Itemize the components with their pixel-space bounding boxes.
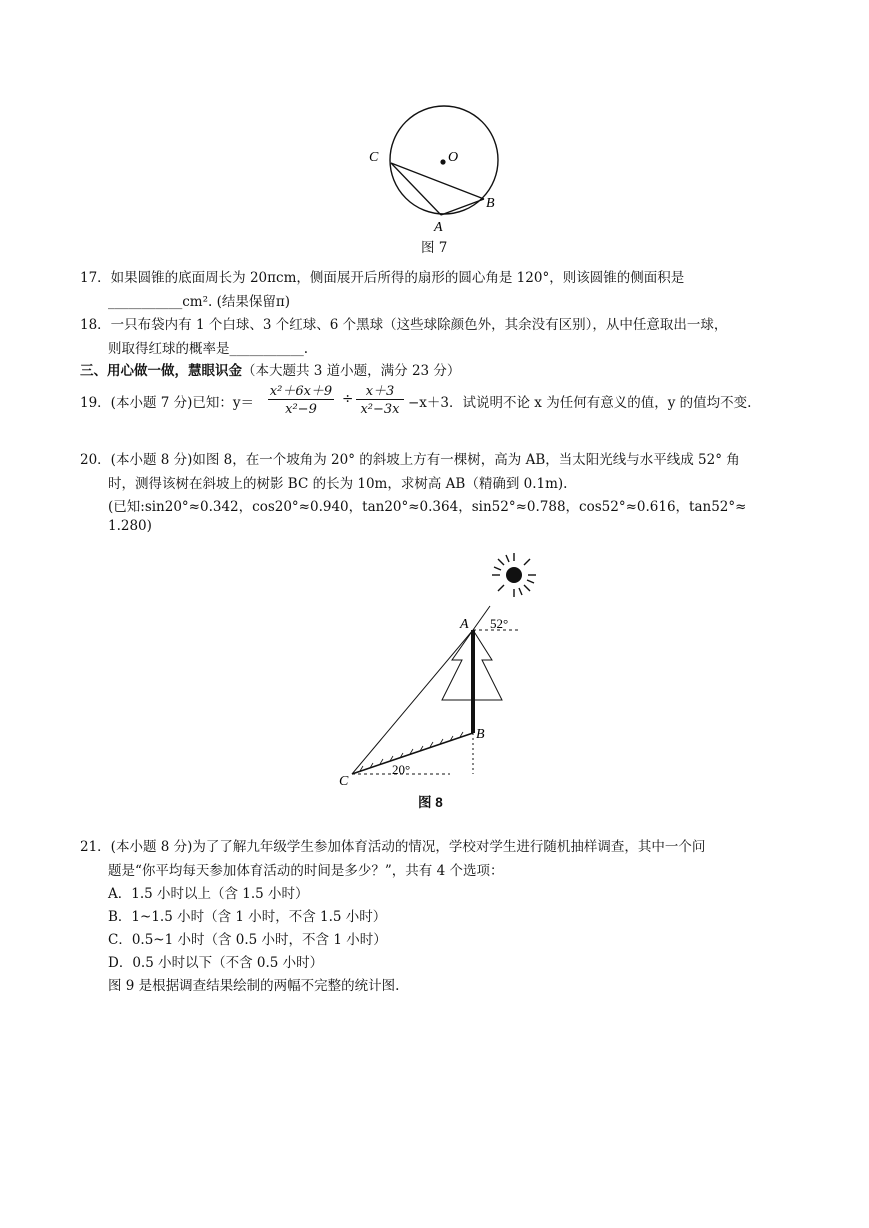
q21-line1: 21．(本小题 8 分)为了了解九年级学生参加体育活动的情况，学校对学生进行随机抽样调查，其中一个问 xyxy=(80,839,706,855)
q19-frac1-bar xyxy=(268,399,334,400)
q21-option-a: A．1.5 小时以上（含 1.5 小时） xyxy=(108,886,309,902)
q20-line2: 时，测得该树在斜坡上的树影 BC 的长为 10m，求树高 AB（精确到 0.1m). xyxy=(108,476,568,492)
figure-7-caption: 图 7 xyxy=(421,240,448,256)
q20-line3: (已知:sin20°≈0.342，cos20°≈0.940，tan20°≈0.364，sin52°≈0.788，cos52°≈0.616，tan52°≈ xyxy=(108,499,747,515)
q21-option-b: B．1~1.5 小时（含 1 小时，不含 1.5 小时） xyxy=(108,909,387,925)
q19-prefix: 19．(本小题 7 分)已知：y＝ xyxy=(80,395,255,411)
q19-divide: ÷ xyxy=(342,391,354,407)
section-3-title: 三、用心做一做，慧眼识金 xyxy=(80,363,242,379)
q21-line2: 题是“你平均每天参加体育活动的时间是多少？”，共有 4 个选项： xyxy=(108,863,504,879)
point-label-b: B xyxy=(476,727,485,742)
q19-suffix: −x＋3．试说明不论 x 为任何有意义的值，y 的值均不变. xyxy=(408,395,752,411)
q20-line4: 1.280) xyxy=(108,518,152,534)
point-label-b: B xyxy=(486,196,495,211)
figure-8-caption: 图 8 xyxy=(418,795,443,810)
q18-line2: 则取得红球的概率是___________. xyxy=(108,341,309,357)
angle-label-20: 20° xyxy=(392,762,411,777)
point-label-c: C xyxy=(339,774,349,789)
circle-diagram xyxy=(360,100,520,235)
section-3-note: （本大题共 3 道小题，满分 23 分） xyxy=(242,363,461,379)
q17-line1: 17．如果圆锥的底面周长为 20πcm，侧面展开后所得的扇形的圆心角是 120°，则该圆锥的侧面积是 xyxy=(80,270,685,286)
tree-slope-diagram xyxy=(330,550,550,795)
section-3-heading xyxy=(80,359,460,379)
point-label-c: C xyxy=(369,150,379,165)
q19-frac2-numerator: x＋3 xyxy=(365,384,395,399)
point-label-a: A xyxy=(460,617,469,632)
q21-option-d: D．0.5 小时以下（不含 0.5 小时） xyxy=(108,955,324,971)
q20-line1: 20．(本小题 8 分)如图 8，在一个坡角为 20° 的斜坡上方有一棵树，高为 AB，当太阳光线与水平线成 52° 角 xyxy=(80,452,740,468)
sun-icon xyxy=(492,553,536,597)
point-label-a: A xyxy=(434,220,443,235)
q21-option-c: C．0.5~1 小时（含 0.5 小时，不含 1 小时） xyxy=(108,932,387,948)
angle-label-52: 52° xyxy=(490,616,509,631)
q18-line1: 18．一只布袋内有 1 个白球、3 个红球、6 个黑球（这些球除颜色外，其余没有区别），从中任意取出一球， xyxy=(80,317,728,333)
q19-frac1-numerator: x²＋6x＋9 xyxy=(269,384,333,399)
point-label-o: O xyxy=(448,150,459,165)
q19-frac2-denominator: x²−3x xyxy=(360,402,400,417)
q21-line-end: 图 9 是根据调查结果绘制的两幅不完整的统计图. xyxy=(108,978,400,994)
q17-line2: ___________cm². (结果保留π) xyxy=(108,294,291,310)
q19-frac1-denominator: x²−9 xyxy=(285,402,317,417)
q19-frac2-bar xyxy=(356,399,404,400)
